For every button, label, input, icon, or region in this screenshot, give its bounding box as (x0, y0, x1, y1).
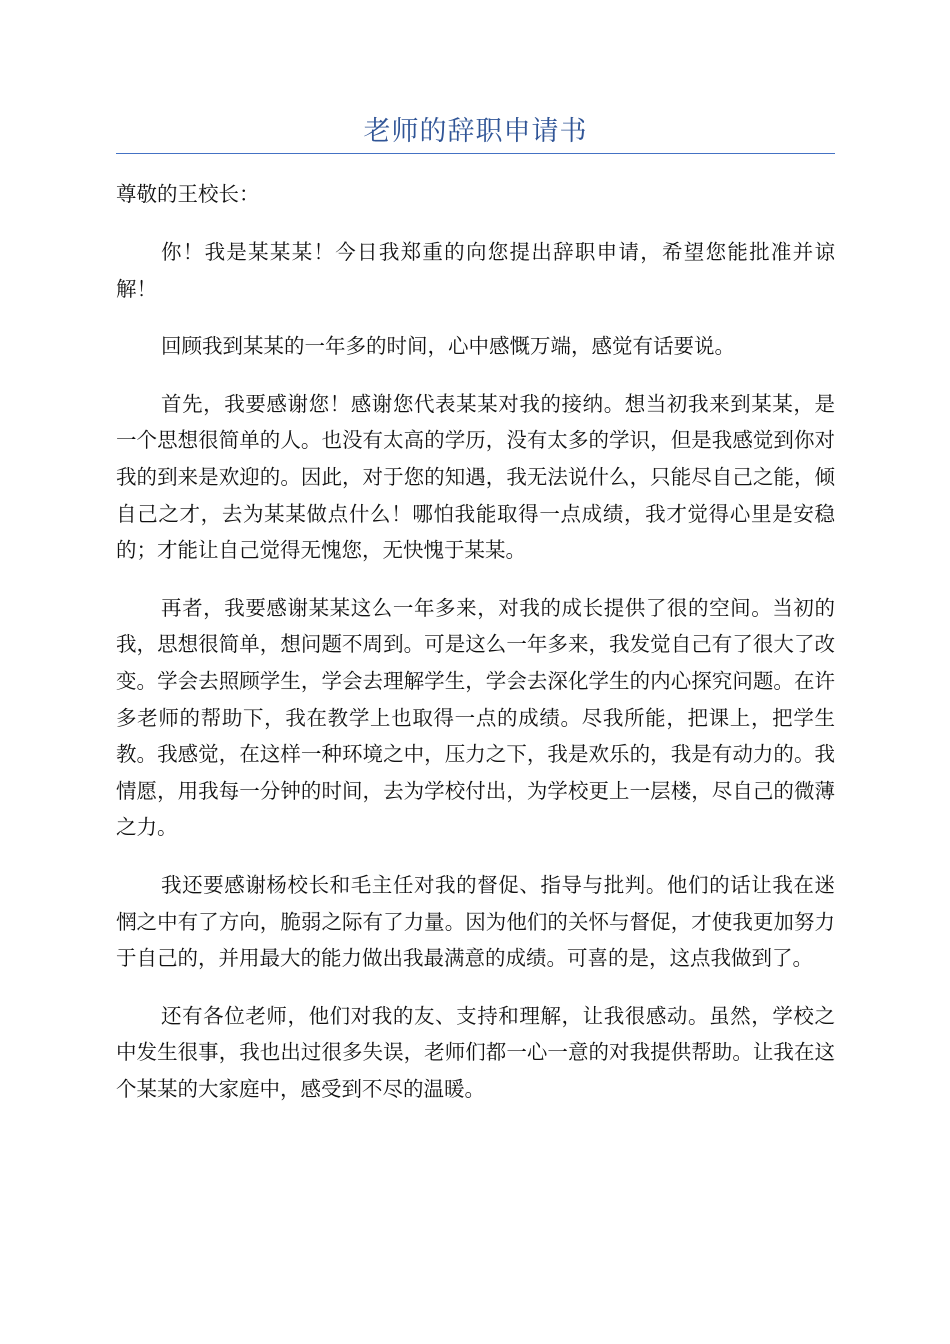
paragraph-thanks-school: 再者，我要感谢某某这么一年多来，对我的成长提供了很的空间。当初的我，思想很简单，想问题不周到。可是这么一年多来，我发觉自己有了很大了改变。学会去照顾学生，学会去理解学生，学会去深化学生的内心探究问题。在许多老师的帮助下，我在教学上也取得一点的成绩。尽我所能，把课上，把学生教。我感觉，在这样一种环境之中，压力之下，我是欢乐的，我是有动力的。我情愿，用我每一分钟的时间，去为学校付出，为学校更上一层楼，尽自己的微薄之力。 (116, 595, 835, 840)
paragraph-thanks-principal: 首先，我要感谢您！感谢您代表某某对我的接纳。想当初我来到某某，是一个思想很简单的人。也没有太高的学历，没有太多的学识，但是我感觉到你对我的到来是欢迎的。因此，对于您的知遇，我无法说什么，只能尽自己之能，倾自己之才，去为某某做点什么！哪怕我能取得一点成绩，我才觉得心里是安稳的；才能让自己觉得无愧您，无快愧于某某。 (116, 391, 835, 563)
paragraph-review: 回顾我到某某的一年多的时间，心中感慨万端，感觉有话要说。 (161, 334, 735, 359)
document-body (116, 176, 835, 1128)
salutation: 尊敬的王校长： (116, 182, 260, 206)
paragraph-greeting: 你！我是某某某！今日我郑重的向您提出辞职申请，希望您能批准并谅解！ (116, 240, 835, 301)
document-title: 老师的辞职申请书 (363, 116, 588, 147)
title-underline (116, 153, 835, 154)
paragraph-thanks-leaders: 我还要感谢杨校长和毛主任对我的督促、指导与批判。他们的话让我在迷惘之中有了方向，脆弱之际有了力量。因为他们的关怀与督促，才使我更加努力于自己的，并用最大的能力做出我最满意的成绩。可喜的是，这点我做到了。 (116, 872, 835, 971)
paragraph-thanks-colleagues: 还有各位老师，他们对我的友、支持和理解，让我很感动。虽然，学校之中发生很事，我也出过很多失误，老师们都一心一意的对我提供帮助。让我在这个某某的大家庭中，感受到不尽的温暖。 (116, 1003, 835, 1101)
